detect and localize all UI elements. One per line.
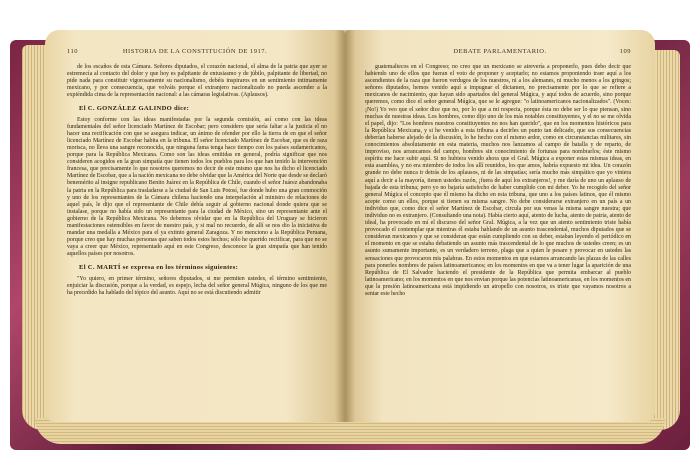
left-running-title: HISTORIA DE LA CONSTITUCIÓN DE 1917. (122, 48, 268, 55)
right-page-text (365, 64, 631, 410)
left-paragraph: Estoy conforme con las ideas manifestadas por la segunda comisión, así como con las ideas fundamentales del señor licenciado Martínez de Escobar; pero considero que sería faltar a la justicia el no hacer una rectificación con que se asegura indicar, un ánimo de ofender por ello la tierra de en que el señor licenciado Martínez de Escobar habita en la tribuna. El señor licenciado Martínez de Escobar, que es de raza morisca, no lleva una sangre reconocida, que ninguna fama tenga hace tiempo con los países sudamericanos, porque para la República Mexicana. Como son las ideas emitidas en general, podría significar que nos consideren acogidos en la gran simpatía que tienen todos los pueblos para los que han tenido la intervención francesa, que precisamente lo que nosotros queremos no decir de este mismo que nos ha dicho el licenciado Martínez de Escobar, que a la nación mexicana no debe olvidar que la América del Norte que desde se declaró benemérito al insigne republicano Benito Juárez en la República de Chile, cuando el señor Juárez abandonaba la patria en la República para trasladarse a la ciudad de San Luis Potosí, fue donde hubo una gran conmoción y uno de los representantes de la Cámara chilena haciendo una interpelación al ministro de relaciones de aquel país, le dijo que el representante de Chile debía seguir al gobierno nacional donde quiera que se instalase, porque no había sido un representante para la ciudad de México, sino un representante ante el gobierno de la República Mexicana. No debemos olvidar que en la República del Uruguay se hicieron manifestaciones ostensibles en favor de nuestro país, y si mal no recuerdo, de allí se nos dio la iniciativa de mandar una medalla a México para el ya extinto general Zaragoza. Y no menciono a la República Peruana, porque creo que hay muchas personas que saben todos estos hechos; sólo he querido rectificar, para que no se vaya a creer que México, representado aquí en este Congreso, desconoce la gran simpatía que han tenido aquellos países por nosotros. (67, 116, 327, 258)
right-paragraph: guatemaltecos en el Congreso; no creo que un mexicano se atrevería a proponerlo, pues debo decir que habiendo uno de ellos que fueran el voto de proponer y aceptarlo; no estamos proponiendo traer aquí a los ascendientes de la raza que fueron verdugos de los nuestros, ni a los alemanes, ni mucho menos a los gringos; señores diputados, hemos venido aquí a impugnar el dictamen, no precisamente por lo que se refiere a mexicanos de nacimiento, que hayan sido apartados del general Múgica, y aquí todos de acuerdo, sino porque queremos, como dice el señor general Múgica, que se le agregue: "o latinoamericanos nacionalizados". (Voces: ¡No!) Yo veo que el señor dice que no, por lo que a mi respecta, porque ésta no debe ser lo que piensan, sino muchas de nuestras ideas. Los hombres, como dijo uno de los más notables constituyentes, y el no se me olvida el papel, dijo: "Los hombres nuestros constituyentes no nos han querido", que en los momentos históricos para la República Mexicana, y si he venido a esta tribuna a decirles un punto tan delicado, que sus consecuencias deberían haberse alejado de la discusión, lo he hecho con el mismo ardor, como en circunstancias militares, sin conocimientos absolutamente en esta materia, muchos nos lanzamos al campo de batalla y de reparto, de improviso, nos arrancamos del campo, hombres sin conocimiento de fortunas para nombrarlos; éste mismo espíritu me hace subir aquí. Si no hubiera venido ahora que el Gral. Múgica a exponer estas mismas ideas, en esta asamblea, y no era miembro de todos los allí reunidos, los que amos, habría expuesto mi idea. Un corazón grande no debe nunca ir detrás de los aplausos, ni de las simpatías; sería mucho más simpático que yo viniera aquí a decir a la mayoría, tienen ustedes razón, ¡fuera de aquí los extranjeros!, y me daría de uno un aplauso de bajada de esta tribuna; pero yo no bajaría satisfecho de haber cumplido con mi deber. Yo he recogido del señor general Múgica el concepto que él mismo ha dicho en esta tribuna, que uno a los países latinos, que él mismo acepte como un ellos, porque si tienen su misma sangre. No debe considerarse extranjero en un país a un individuo que, como dice el señor Martínez de Escobar, circula por sus venas la misma sangre nuestra; que individuo no es extranjero. (Consultando una nota). Había cierto aquí, atento de lucha, atento de patria, atento de ideal, ha provocado en mí el discurso del señor Gral. Múgica, a la vez que un atento sentimiento triste había provocado el contemplar que mientras él estaba hablando de un asunto trascendental, muchos diputados que se consideran mexicanos y que se consideran que están cumpliendo con su deber, estaban leyendo el periódico en el momento en que se estaba debatiendo un asunto más trascendental de lo que muchos de ustedes creen; es un asunto sumamente importante, es un verdadero terreno, plaga que a quien le pesare y provocar en ustedes las sensaciones que provocaron mis palabras. En estos momentos en que estamos arrancando las plazas de las calles para ponerles nombres de países latinoamericanos; en los momentos en que va a tener lugar la aparición de una República de El Salvador haciendo el presidente de la República que permita embarcar al pueblo latinoamericano; en los momentos en que nos envían porque las potencias latinoamericanas, en los momentos en que la presión latinoamericana está impidiendo un atropello con nosotros, es triste que vayamos nosotros a sentar este hecho (365, 64, 631, 297)
left-page-text (67, 64, 327, 410)
book-gutter (335, 30, 355, 422)
left-speaker-heading: El C. GONZÁLEZ GALINDO dice: (79, 105, 190, 113)
left-paragraph: "Yo quiero, en primer término, señores diputados, si me permiten ustedes, el término sentimiento, enjuiciar la discusión, porque a la verdad, es espejo, lecha del señor general Múgica, ninguno de los que me ha precedido ha hablado del tópico del asunto. Aquí no se está discutiendo admitir (67, 275, 327, 296)
left-paragraph: de los escaños de esta Cámara. Señores diputados, el corazón nacional, el alma de la patria que ayer se estremecía al contacto del dolor y que hoy es palpitante de entusiasmo y de júbilo, palpitante de libertad, no pide nada para constituir vigorosamente su nacionalismo, debéis inspiraros en un sentimiento intimamente mexicano, y por consecuencia, que volváis porque el extranjero nacionalizado no pueda ascender a la expiéndida cima de la representación nacional: a las cámaras legislativas. (Aplausos). (67, 64, 327, 99)
right-running-title: DEBATE PARLAMENTARIO. (453, 48, 547, 55)
right-page-number: 109 (619, 48, 631, 55)
left-page-number: 110 (67, 48, 79, 55)
right-page (345, 30, 655, 422)
left-page (45, 30, 345, 422)
left-speaker-heading: El C. MARTÍ se expresa en los términos siguientes: (79, 264, 239, 272)
